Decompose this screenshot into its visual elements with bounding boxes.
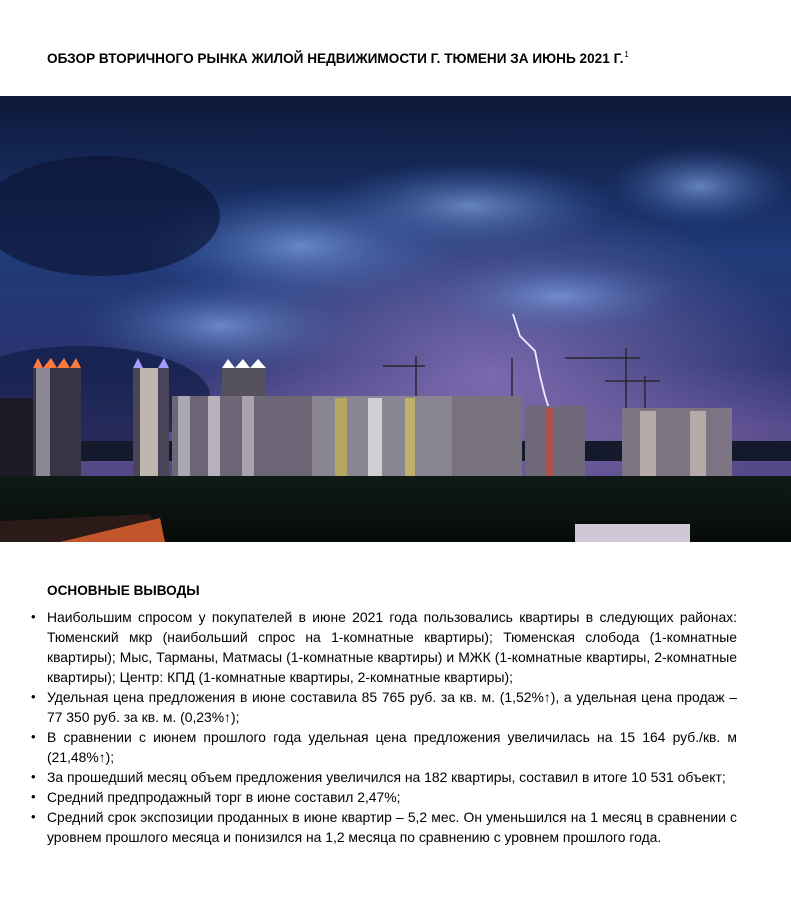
finding-item	[31, 727, 737, 767]
finding-item	[31, 687, 737, 727]
storm-city-photo	[0, 96, 791, 542]
finding-text: Средний срок экспозиции проданных в июне квартир – 5,2 мес. Он уменьшился на 1 месяц в сравнении с уровнем прошлого месяца и понизился на 1,2 месяца по сравнению с уровнем прошлого года.	[47, 809, 737, 845]
finding-item	[31, 607, 737, 687]
finding-item	[31, 767, 737, 787]
finding-text: В сравнении с июнем прошлого года удельная цена предложения увеличилась на 15 164 руб./кв. м (21,48%↑);	[47, 729, 737, 765]
document-title	[47, 50, 629, 66]
finding-text: Наибольшим спросом у покупателей в июне 2021 года пользовались квартиры в следующих районах: Тюменский мкр (наибольший спрос на 1-комнатные квартиры); Тюменская слобода (1-комнатные квартиры); Мыс, Тарманы, Матмасы (1-комнатные квартиры) и МЖК (1-комнатные квартиры, 2-комнатные квартиры); Центр: КПД (1-комнатные квартиры, 2-комнатные квартиры);	[47, 609, 737, 685]
bullet-icon: •	[31, 609, 36, 624]
finding-text: За прошедший месяц объем предложения увеличился на 182 квартиры, составил в итоге 10 531 объект;	[47, 769, 726, 785]
bullet-icon: •	[31, 809, 36, 824]
bullet-icon: •	[31, 729, 36, 744]
finding-text: Средний предпродажный торг в июне составил 2,47%;	[47, 789, 401, 805]
bullet-icon: •	[31, 769, 36, 784]
section-title: ОСНОВНЫЕ ВЫВОДЫ	[47, 583, 200, 598]
finding-item	[31, 787, 737, 807]
finding-item	[31, 807, 737, 847]
bullet-icon: •	[31, 689, 36, 704]
key-findings-list	[31, 607, 737, 847]
finding-text: Удельная цена предложения в июне составила 85 765 руб. за кв. м. (1,52%↑), а удельная цена продаж – 77 350 руб. за кв. м. (0,23%↑);	[47, 689, 737, 725]
photo-illustration	[0, 96, 791, 542]
document-title-text: ОБЗОР ВТОРИЧНОГО РЫНКА ЖИЛОЙ НЕДВИЖИМОСТИ Г. ТЮМЕНИ ЗА ИЮНЬ 2021 Г.	[47, 51, 624, 66]
bullet-icon: •	[31, 789, 36, 804]
footnote-marker: 1	[624, 50, 629, 59]
